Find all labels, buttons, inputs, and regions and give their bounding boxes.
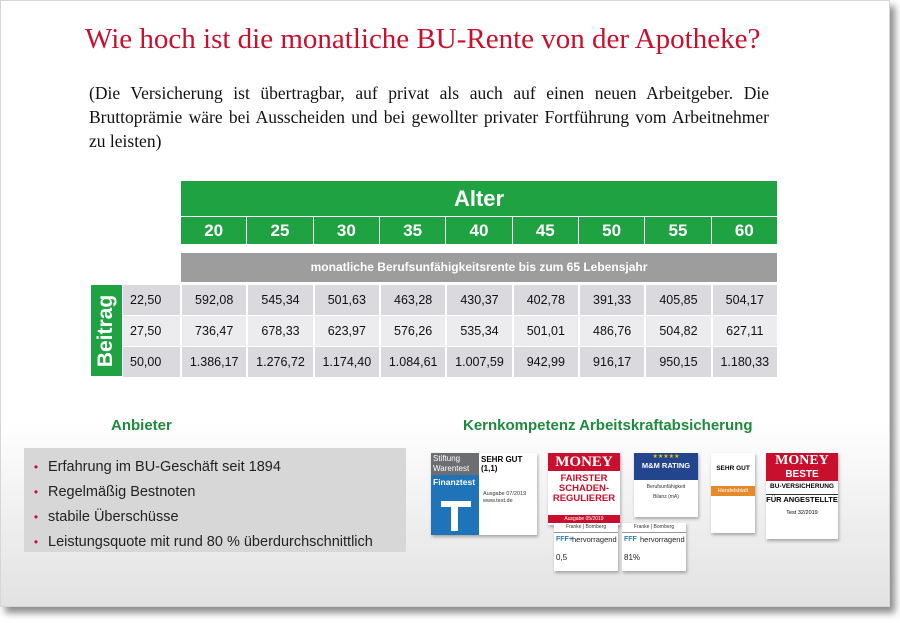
list-item [24,454,406,479]
handelsblatt-logo: Handelsblatt [711,486,755,496]
age-cell: 40 [445,217,511,244]
finanztest-logo [431,475,479,535]
franke-brand: Franke | Bornberg [622,523,686,533]
value-cell: 627,11 [711,316,777,346]
bullet-icon: • [33,484,39,499]
anbieter-heading: Anbieter [111,417,172,434]
kernkompetenz-heading: Kernkompetenz Arbeitskraftabsicherung [463,417,753,434]
money-fairster-label: FAIRSTER SCHADEN-REGULIERER [552,473,616,504]
franke-score: 0,5 [556,553,568,562]
bullet-icon: • [33,459,39,474]
value-cell: 736,47 [180,316,246,346]
list-item [24,479,406,504]
beitrag-cell: 50,00 [123,347,180,377]
stiftung-label: Stiftung Warentest [431,453,479,475]
age-header: Alter [181,181,777,216]
table-row [123,347,777,377]
age-cell: 25 [246,217,312,244]
value-cell: 504,17 [711,285,777,315]
value-cell: 501,63 [313,285,379,315]
list-item [24,529,406,554]
list-item [24,504,406,529]
franke-score: 81% [624,553,641,562]
list-item-text: stabile Überschüsse [48,508,179,525]
money-logo: MONEY [548,453,620,471]
beitrag-cell: 22,50 [123,285,180,315]
bullet-icon: • [33,509,39,524]
beitrag-text: Beitrag [94,294,118,367]
money-issue: Ausgabe 05/2019 [548,515,620,523]
money-beste-test: Test 32/2019 [786,510,818,516]
age-cell: 45 [512,217,578,244]
age-cell: 30 [313,217,379,244]
page-title: Wie hoch ist die monatliche BU-Rente von der Apotheke? [85,23,761,55]
age-columns [181,217,777,244]
beitrag-label [91,285,122,376]
value-cell: 501,01 [512,316,578,346]
list-item-text: Leistungsquote mit rund 80 % überdurchschnittlich [48,533,373,550]
value-cell: 545,34 [246,285,312,315]
value-cell: 504,82 [644,316,710,346]
age-cell: 35 [379,217,445,244]
franke-brand: Franke | Bornberg [554,523,618,533]
list-item-text: Regelmäßig Bestnoten [48,483,196,500]
value-cell: 592,08 [180,285,246,315]
value-cell: 942,99 [512,347,578,377]
intro-text: (Die Versicherung ist übertragbar, auf privat als auch auf einen neuen Arbeitgeber. Die Bruttoprämie wäre bei Ausscheiden und bei gewollter privater Fortführung vom Arbeitnehmer zu leisten) [89,83,769,151]
value-cell: 576,26 [379,316,445,346]
stiftung-issue: Ausgabe 07/2019 [483,491,527,497]
value-cell: 950,15 [644,347,710,377]
money-beste-target: FÜR ANGESTELLTE [766,495,838,504]
value-cell: 678,33 [246,316,312,346]
stiftung-info [483,491,535,505]
value-cell: 486,76 [578,316,644,346]
money-beste-badge [766,453,838,539]
bullet-icon: • [33,534,39,549]
stiftung-rating: SEHR GUT (1,1) [479,453,537,475]
handelsblatt-rating: SEHR GUT [716,465,750,472]
mm-rating-brand: M&M RATING [634,460,698,480]
age-cell: 20 [181,217,246,244]
value-cell: 402,78 [512,285,578,315]
table-body [123,285,777,378]
anbieter-list [24,448,406,552]
table-subheader: monatliche Berufsunfähigkeitsrente bis zum 65 Lebensjahr [181,253,777,282]
franke-mark: FFF [624,536,637,543]
age-cell: 60 [711,217,777,244]
franke-rating: hervorragend [640,535,685,544]
value-cell: 623,97 [313,316,379,346]
list-item-text: Erfahrung im BU-Geschäft seit 1894 [48,458,281,475]
money-fairster-badge [548,453,620,525]
money-logo: MONEY [766,453,838,469]
value-cell: 1.276,72 [246,347,312,377]
value-cell: 1.180,33 [711,347,777,377]
value-cell: 1.174,40 [313,347,379,377]
value-cell: 916,17 [578,347,644,377]
mm-rating-badge [634,453,698,517]
value-cell: 1.084,61 [379,347,445,377]
value-cell: 535,34 [445,316,511,346]
age-cell: 55 [644,217,710,244]
franke-mark: FFF+ [556,536,573,543]
stiftung-warentest-badge [431,453,537,535]
stars-icon: ★★★★★ [634,453,698,460]
value-cell: 1.386,17 [180,347,246,377]
age-cell: 50 [578,217,644,244]
franke-rating: hervorragend [572,535,617,544]
franke-bornberg-badge [554,523,618,571]
value-cell: 405,85 [644,285,710,315]
finanztest-label: Finanztest [433,477,476,487]
handelsblatt-badge [711,453,755,533]
mm-rating-label: Berufsunfähigkeit [646,484,686,490]
value-cell: 430,37 [445,285,511,315]
money-beste-sub: BU-VERSICHERUNG [770,483,834,490]
value-cell: 391,33 [578,285,644,315]
table-row [123,285,777,315]
money-beste-label: BESTE [766,469,838,481]
franke-bornberg-badge [622,523,686,571]
value-cell: 1.007,59 [445,347,511,377]
mm-rating-value: Bilanz (mA) [653,494,679,500]
table-row [123,316,777,346]
beitrag-cell: 27,50 [123,316,180,346]
stiftung-url: www.test.de [483,498,513,504]
value-cell: 463,28 [379,285,445,315]
